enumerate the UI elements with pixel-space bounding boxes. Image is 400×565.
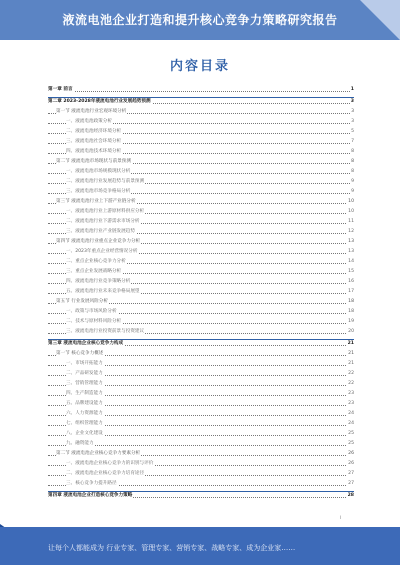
toc-entry[interactable] bbox=[48, 198, 354, 206]
toc-entry-page: 21 bbox=[347, 341, 354, 346]
toc-entry-page: 25 bbox=[348, 431, 354, 436]
toc-entry-title: 二、液流电池行业发展趋势与前景预测 bbox=[66, 179, 145, 184]
toc-entry-page: 8 bbox=[351, 149, 354, 154]
toc-entry[interactable] bbox=[48, 340, 354, 348]
toc-entry-page: 12 bbox=[348, 229, 354, 234]
toc-entry[interactable] bbox=[48, 350, 354, 358]
toc-entry[interactable] bbox=[48, 460, 354, 468]
toc-entry-title: 一、液流电池企业核心竞争力的识别与评价 bbox=[66, 461, 154, 466]
toc-entry-page: 22 bbox=[348, 381, 354, 386]
toc-entry-page: 18 bbox=[348, 299, 354, 304]
toc-entry-page: 15 bbox=[348, 269, 354, 274]
toc-entry-page: 3 bbox=[351, 109, 354, 114]
toc-entry-title: 二、液流电池行业下游需求市场分析 bbox=[66, 219, 140, 224]
toc-entry[interactable] bbox=[48, 248, 354, 256]
toc-entry-title: 三、液流电池行业投资前景与投资建议 bbox=[66, 329, 145, 334]
footer-slogan: 让每个人都能成为 行业专家、管理专家、营销专家、战略专家、成为企业家…… bbox=[48, 544, 296, 552]
toc-entry[interactable] bbox=[48, 258, 354, 266]
toc-entry[interactable] bbox=[48, 128, 354, 136]
toc-entry[interactable] bbox=[48, 360, 354, 368]
toc-entry-page: 21 bbox=[348, 351, 354, 356]
toc-entry[interactable] bbox=[48, 108, 354, 116]
toc-entry-title: 六、人力资源能力 bbox=[66, 411, 103, 416]
toc-entry[interactable] bbox=[48, 420, 354, 428]
toc-entry-title: 五、品牌建设能力 bbox=[66, 401, 103, 406]
toc-entry-title: 三、液流电池行业产业链发展趋势 bbox=[66, 229, 135, 234]
toc-entry-title: 四、液流电池技术环境分析 bbox=[66, 149, 122, 154]
toc-entry[interactable] bbox=[48, 188, 354, 196]
toc-entry-title: 第五节 行业发展风险分析 bbox=[56, 299, 108, 304]
toc-entry-page: 18 bbox=[348, 309, 354, 314]
toc-entry[interactable] bbox=[48, 390, 354, 398]
toc-entry-page: 10 bbox=[348, 199, 354, 204]
report-title: 液流电池企业打造和提升核心竞争力策略研究报告 bbox=[62, 13, 338, 27]
toc-entry-title: 二、液流电池经济环境分析 bbox=[66, 129, 122, 134]
toc-entry-page: 24 bbox=[348, 421, 354, 426]
toc-entry-page: 24 bbox=[348, 411, 354, 416]
toc-entry[interactable] bbox=[48, 278, 354, 286]
toc-entry-title: 三、营销管理能力 bbox=[66, 381, 103, 386]
toc-entry[interactable] bbox=[48, 86, 354, 94]
toc-entry-page: 8 bbox=[351, 159, 354, 164]
toc-entry[interactable] bbox=[48, 370, 354, 378]
toc-entry[interactable] bbox=[48, 238, 354, 246]
toc-entry-page: 22 bbox=[348, 371, 354, 376]
toc-entry-page: 10 bbox=[348, 209, 354, 214]
toc-entry-title: 三、液流电池市场竞争格局分析 bbox=[66, 189, 131, 194]
toc-entry-title: 二、技术与原材料风险分析 bbox=[66, 319, 122, 324]
toc-entry-title: 一、液流电池政策分析 bbox=[66, 119, 112, 124]
toc-entry[interactable] bbox=[48, 288, 354, 296]
toc-entry-title: 第二节 液流电池企业核心竞争力要素分析 bbox=[56, 451, 141, 456]
toc-entry-title: 第二章 2023-2028年液流电池行业发展趋势预测 bbox=[48, 99, 151, 104]
toc-entry-page: 3 bbox=[350, 99, 354, 104]
toc-entry-page: 7 bbox=[351, 139, 354, 144]
toc-entry-page: 5 bbox=[351, 129, 354, 134]
toc-entry[interactable] bbox=[48, 118, 354, 126]
toc-entry-page: 28 bbox=[347, 493, 354, 498]
toc-entry-title: 一、政策与市场风险分析 bbox=[66, 309, 117, 314]
toc-entry[interactable] bbox=[48, 430, 354, 438]
toc-entry[interactable] bbox=[48, 440, 354, 448]
toc-entry[interactable] bbox=[48, 168, 354, 176]
toc-entry-title: 第一节 液流电池行业宏观环境分析 bbox=[56, 109, 127, 114]
toc-entry-page: 16 bbox=[348, 279, 354, 284]
toc-entry[interactable] bbox=[48, 308, 354, 316]
toc-entry-title: 二、重点企业核心竞争力分析 bbox=[66, 259, 126, 264]
toc-entry-title: 三、核心竞争力提升路径 bbox=[66, 481, 117, 486]
toc-leader-dots bbox=[48, 91, 350, 92]
toc-entry-page: 8 bbox=[351, 169, 354, 174]
toc-entry-page: 9 bbox=[351, 189, 354, 194]
toc-entry[interactable] bbox=[48, 492, 354, 500]
table-of-contents bbox=[48, 86, 354, 506]
toc-entry-page: 13 bbox=[348, 239, 354, 244]
toc-entry-title: 一、市场开拓能力 bbox=[66, 361, 103, 366]
toc-entry[interactable] bbox=[48, 218, 354, 226]
toc-entry-page: 9 bbox=[351, 179, 354, 184]
toc-entry-title: 二、液流电池企业核心竞争力培育途径 bbox=[66, 471, 145, 476]
toc-entry-title: 第一章 前言 bbox=[48, 87, 73, 92]
toc-entry-title: 九、融资能力 bbox=[66, 441, 94, 446]
toc-entry[interactable] bbox=[48, 98, 354, 106]
toc-entry-page: 23 bbox=[348, 391, 354, 396]
toc-entry-page: 25 bbox=[348, 441, 354, 446]
toc-entry-title: 四、液流电池行业竞争策略分析 bbox=[66, 279, 131, 284]
toc-entry-title: 第二节 液流电池市场现状与前景预测 bbox=[56, 159, 131, 164]
toc-entry-page: 19 bbox=[348, 319, 354, 324]
toc-entry[interactable] bbox=[48, 318, 354, 326]
toc-entry-title: 一、液流电池市场规模现状分析 bbox=[66, 169, 131, 174]
toc-entry-title: 五、液流电池行业未来竞争格局展望 bbox=[66, 289, 140, 294]
toc-entry-title: 第四节 液流电池行业重点企业竞争力分析 bbox=[56, 239, 141, 244]
toc-entry-title: 第一节 核心竞争力概述 bbox=[56, 351, 104, 356]
toc-entry-title: 二、产品研发能力 bbox=[66, 371, 103, 376]
toc-entry[interactable] bbox=[48, 148, 354, 156]
toc-entry[interactable] bbox=[48, 480, 354, 488]
toc-entry[interactable] bbox=[48, 178, 354, 186]
toc-entry-page: 26 bbox=[348, 461, 354, 466]
toc-entry-title: 一、2023年重点企业经营情况分析 bbox=[66, 249, 138, 254]
toc-entry[interactable] bbox=[48, 268, 354, 276]
toc-entry-page: 1 bbox=[350, 87, 354, 92]
toc-entry-page: 26 bbox=[348, 451, 354, 456]
toc-entry[interactable] bbox=[48, 228, 354, 236]
toc-entry-title: 第三章 液流电池企业核心竞争力构成 bbox=[48, 341, 124, 346]
toc-entry[interactable] bbox=[48, 410, 354, 418]
toc-entry-page: 11 bbox=[348, 219, 354, 224]
toc-entry-title: 第四章 液流电池企业打造核心竞争力策略 bbox=[48, 493, 133, 498]
toc-entry-title: 第三节 液流电池行业上下游产业链分析 bbox=[56, 199, 136, 204]
page-number: I bbox=[340, 515, 342, 520]
toc-entry-page: 13 bbox=[348, 249, 354, 254]
toc-entry-title: 三、液流电池社会环境分析 bbox=[66, 139, 122, 144]
toc-entry[interactable] bbox=[48, 400, 354, 408]
toc-entry-page: 17 bbox=[348, 289, 354, 294]
toc-entry-page: 21 bbox=[348, 361, 354, 366]
toc-entry[interactable] bbox=[48, 450, 354, 458]
toc-entry-title: 七、组织管理能力 bbox=[66, 421, 103, 426]
toc-entry[interactable] bbox=[48, 380, 354, 388]
toc-entry-page: 14 bbox=[348, 259, 354, 264]
toc-entry[interactable] bbox=[48, 208, 354, 216]
toc-entry-title: 三、重点企业发展战略分析 bbox=[66, 269, 122, 274]
toc-title: 内容目录 bbox=[169, 59, 230, 74]
toc-entry-title: 一、液流电池行业上游原材料供应分析 bbox=[66, 209, 145, 214]
toc-entry-page: 27 bbox=[348, 471, 354, 476]
toc-entry-title: 八、企业文化建设 bbox=[66, 431, 103, 436]
toc-entry[interactable] bbox=[48, 138, 354, 146]
toc-entry[interactable] bbox=[48, 328, 354, 336]
toc-entry-title: 四、生产制造能力 bbox=[66, 391, 103, 396]
toc-entry-page: 27 bbox=[348, 481, 354, 486]
toc-entry-page: 23 bbox=[348, 401, 354, 406]
toc-entry[interactable] bbox=[48, 470, 354, 478]
toc-entry[interactable] bbox=[48, 158, 354, 166]
toc-entry[interactable] bbox=[48, 298, 354, 306]
toc-entry-page: 3 bbox=[351, 119, 354, 124]
toc-entry-page: 20 bbox=[348, 329, 354, 334]
